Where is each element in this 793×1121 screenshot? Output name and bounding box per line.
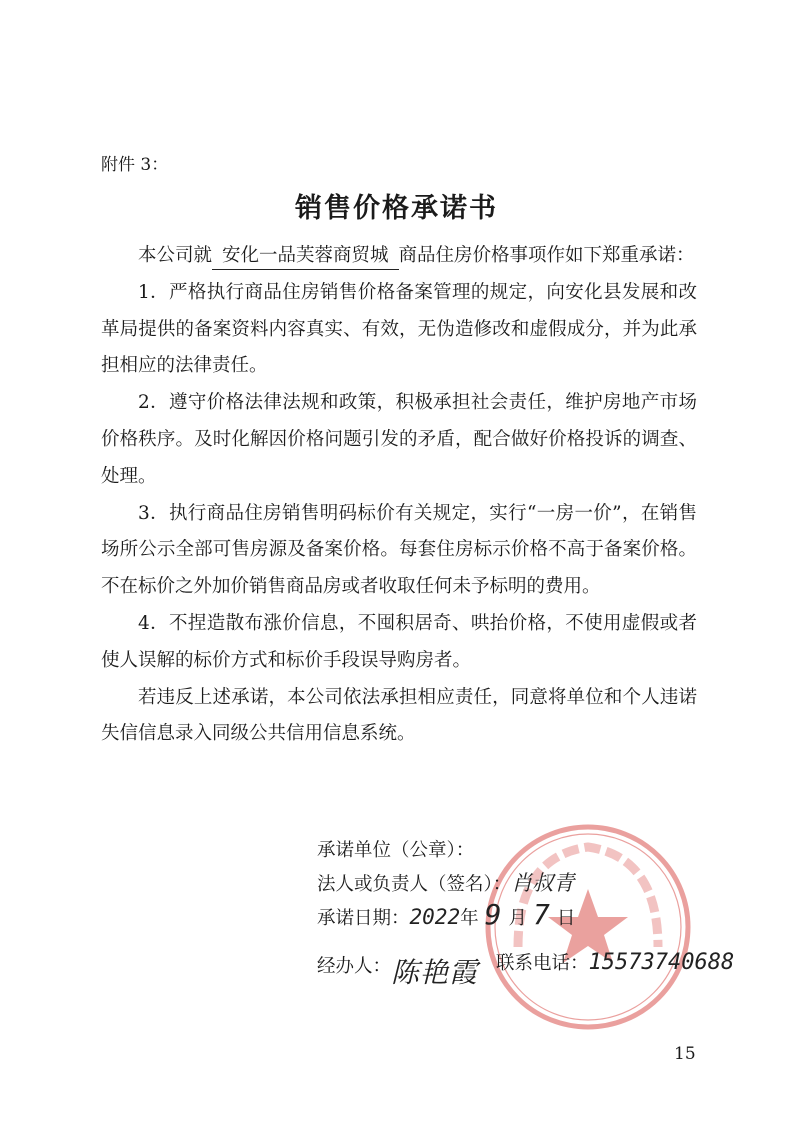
handler-row: [317, 948, 479, 989]
date-month: 9: [484, 898, 503, 931]
project-name: 安化一品芙蓉商贸城: [212, 243, 399, 270]
document-title: 销售价格承诺书: [295, 193, 498, 224]
handler-signature: 陈艳霞: [391, 956, 479, 989]
attachment-label: 附件 3：: [101, 155, 169, 175]
seal-unit-label: 承诺单位（公章）：: [317, 840, 475, 861]
handler-label: 经办人：: [317, 956, 392, 977]
legal-person-label: 法人或负责人（签名）：: [317, 874, 512, 895]
legal-person-signature: 肖叔青: [511, 871, 575, 895]
closing-paragraph: 若违反上述承诺，本公司依法承担相应责任，同意将单位和个人违诺失信信息录入同级公共信用信息系统。: [101, 686, 697, 745]
legal-person-row: [317, 868, 574, 900]
document-body: [101, 238, 697, 753]
phone-row: [496, 948, 734, 979]
date-day: 7: [532, 898, 551, 931]
intro-prefix: 本公司就: [138, 245, 213, 266]
item-1: 1．严格执行商品住房销售价格备案管理的规定，向安化县发展和改革局提供的备案资料内容真实、有效，无伪造修改和虚假成分，并为此承担相应的法律责任。: [101, 281, 697, 377]
intro-suffix: 商品住房价格事项作如下郑重承诺：: [398, 245, 695, 266]
date-label: 承诺日期：: [317, 908, 410, 929]
intro-paragraph: [101, 238, 697, 275]
date-row: [317, 900, 575, 934]
date-month-unit: 月: [508, 908, 527, 929]
item-3: 3．执行商品住房销售明码标价有关规定，实行“一房一价”，在销售场所公示全部可售房源及备案价格。每套住房标示价格不高于备案价格。不在标价之外加价销售商品房或者收取任何未予标明的费用。: [101, 502, 697, 598]
date-year: 2022: [409, 905, 461, 929]
phone-label: 联系电话：: [496, 953, 589, 974]
phone-value: 15573740688: [588, 950, 735, 975]
page-number: 15: [674, 1044, 696, 1064]
item-4: 4．不捏造散布涨价信息，不囤积居奇、哄抬价格，不使用虚假或者使人误解的标价方式和标价手段误导购房者。: [101, 612, 697, 671]
date-day-unit: 日: [556, 908, 576, 929]
item-2: 2．遵守价格法律法规和政策，积极承担社会责任，维护房地产市场价格秩序。及时化解因价格问题引发的矛盾，配合做好价格投诉的调查、处理。: [101, 392, 697, 487]
date-year-unit: 年: [460, 908, 479, 929]
